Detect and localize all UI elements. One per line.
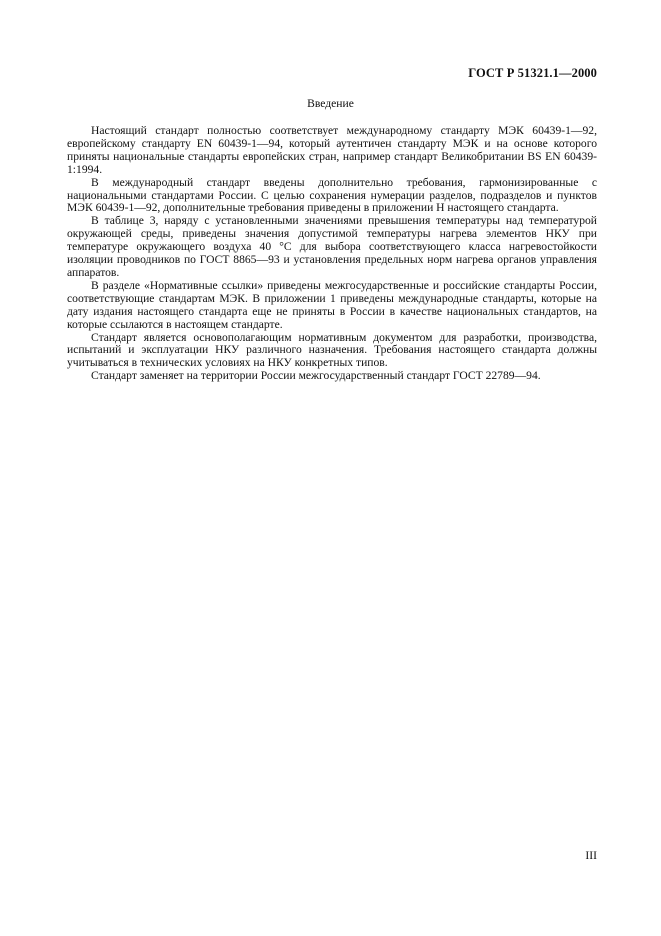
page-number: III: [585, 849, 597, 862]
section-title: Введение: [307, 97, 354, 110]
paragraph: В таблице 3, наряду с установленными значениями превышения температуры над температурой окружающей среды, приведены значения допустимой температуры нагрева элементов НКУ при температуре окружающего воздуха 40 °С для выбора соответствующего класса нагревостойкости изоляции проводников по ГОСТ 8865—93 и установления предельных норм нагрева органов управления аппаратов.: [67, 214, 597, 279]
paragraph: В разделе «Нормативные ссылки» приведены межгосударственные и российские стандарты России, соответствующие стандартам МЭК. В приложении 1 приведены международные стандарты, которые на дату издания настоящего стандарта еще не приняты в России в качестве национальных стандартов, на которые ссылаются в настоящем стандарте.: [67, 278, 597, 331]
document-code-header: ГОСТ Р 51321.1—2000: [468, 66, 597, 80]
paragraph: В международный стандарт введены дополнительно требования, гармонизированные с национальными стандартами России. С целью сохранения нумерации разделов, подразделов и пунктов МЭК 60439-1—92, дополнительные требования приведены в приложении Н настоящего стандарта.: [67, 175, 597, 215]
body-text: [67, 125, 597, 383]
paragraph: Настоящий стандарт полностью соответствует международному стандарту МЭК 60439-1—92, европейскому стандарту EN 60439-1—94, который аутентичен стандарту МЭК и на основе которого приняты национальные стандарты европейских стран, например стандарт Великобритании BS EN 60439-1:1994.: [67, 124, 597, 176]
paragraph: Стандарт является основополагающим нормативным документом для разработки, производства, испытаний и эксплуатации НКУ различного назначения. Требования настоящего стандарта должны учитываться в технических условиях на НКУ конкретных типов.: [67, 330, 597, 370]
paragraph: Стандарт заменяет на территории России межгосударственный стандарт ГОСТ 22789—94.: [91, 369, 541, 383]
